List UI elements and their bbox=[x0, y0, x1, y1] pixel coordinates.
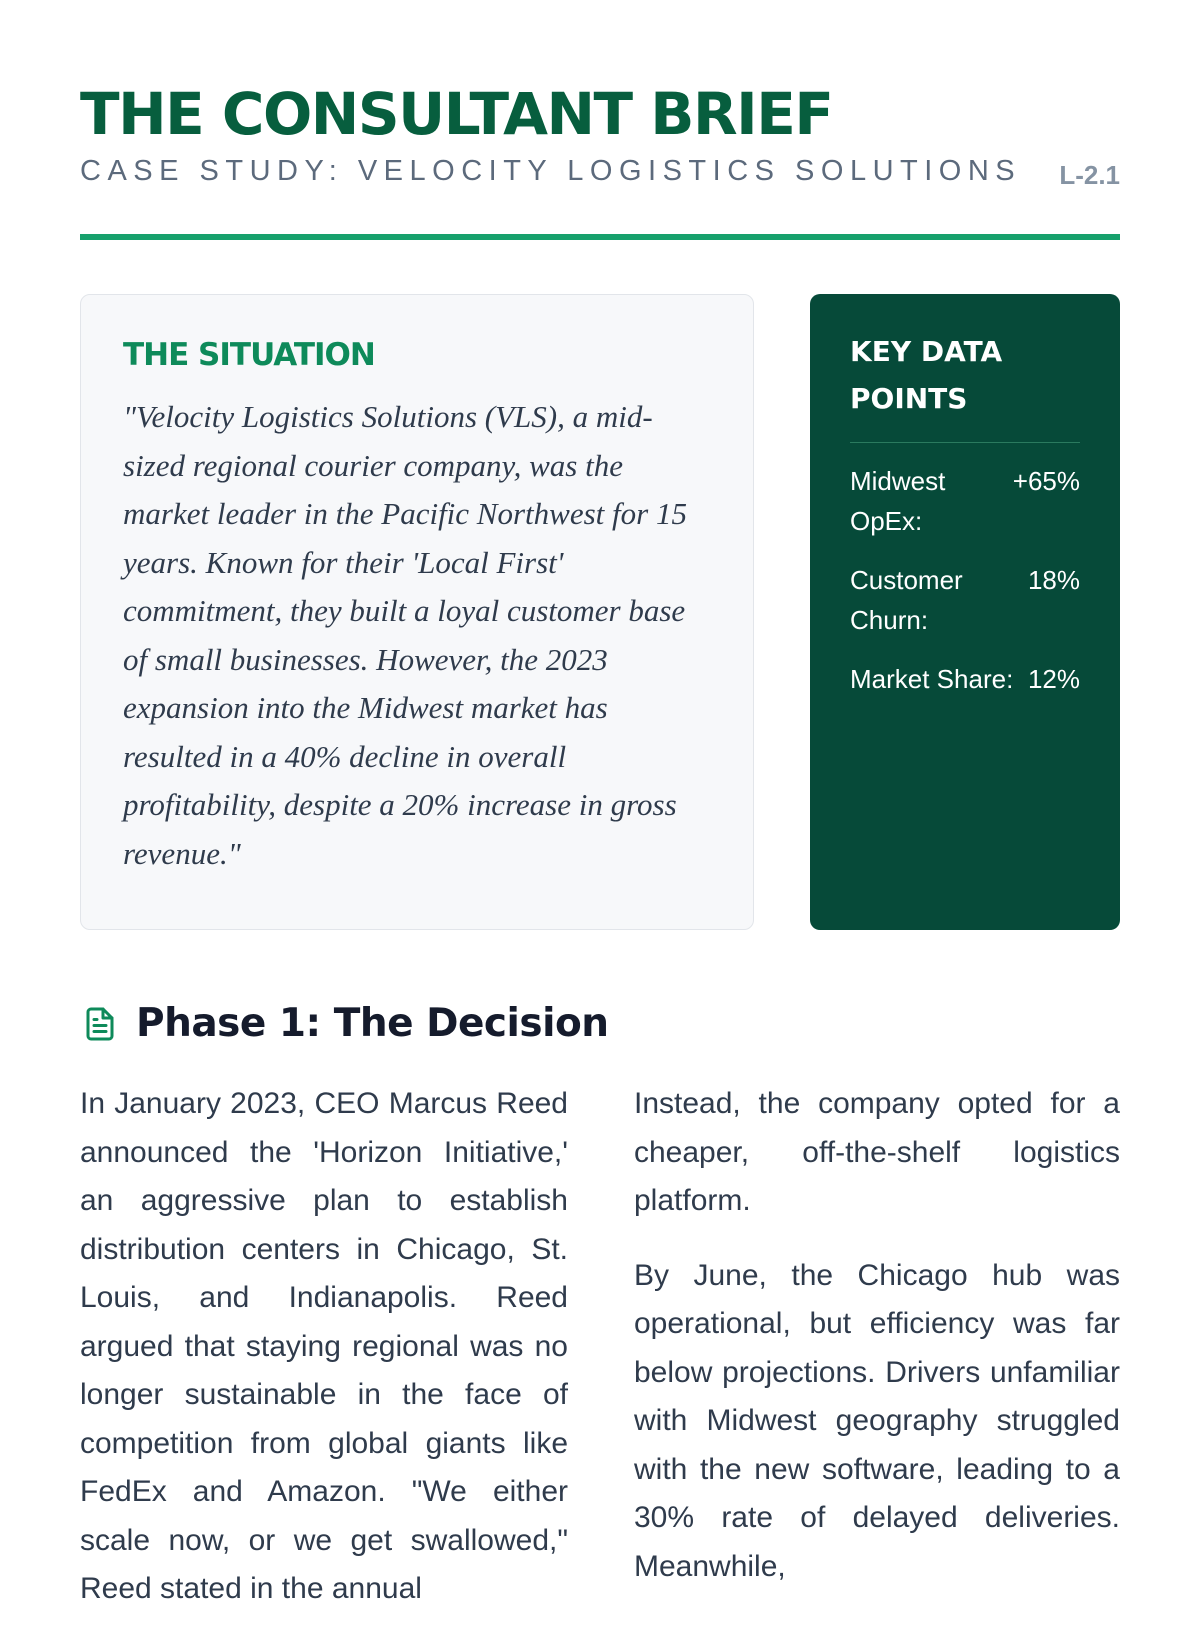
key-data-value: 18% bbox=[1027, 565, 1080, 595]
body-paragraph: By June, the Chicago hub was operational, but efficiency was far below projections. Drivers unfamiliar with Midwest geography struggled with the new software, leading to a 30% rate of delayed deliveries. Meanwhile, bbox=[634, 1258, 1120, 1583]
key-data-row bbox=[850, 560, 1080, 640]
document-icon bbox=[82, 1004, 118, 1044]
key-data-value: 12% bbox=[1027, 664, 1080, 694]
phase-1-header bbox=[80, 1000, 609, 1048]
header-divider bbox=[80, 234, 1120, 240]
key-data-row bbox=[850, 461, 1080, 541]
page-title: THE CONSULTANT BRIEF bbox=[80, 80, 833, 148]
phase-1-left-column bbox=[80, 1080, 568, 1640]
key-data-heading: KEY DATA POINTS bbox=[850, 335, 1003, 415]
key-data-value: +65% bbox=[1012, 466, 1080, 496]
key-data-row bbox=[850, 659, 1080, 699]
key-data-divider bbox=[850, 442, 1080, 443]
key-data-label: Market Share: bbox=[850, 664, 1014, 694]
phase-1-heading: Phase 1: The Decision bbox=[136, 1001, 609, 1046]
key-data-label: Customer Churn: bbox=[850, 565, 963, 635]
phase-1-right-column bbox=[634, 1080, 1120, 1617]
situation-card bbox=[80, 294, 754, 930]
key-data-panel bbox=[810, 294, 1120, 930]
situation-quote: "Velocity Logistics Solutions (VLS), a mid-sized regional courier company, was the market leader in the Pacific Northwest for 15 years. Known for their 'Local First' commitment, they built a loyal customer base of small businesses. However, the 2023 expansion into the Midwest market has resulted in a 40% decline in overall profitability, despite a 20% increase in gross revenue." bbox=[123, 399, 687, 871]
body-paragraph: Instead, the company opted for a cheaper, off-the-shelf logistics platform. bbox=[634, 1087, 1120, 1217]
case-study-subtitle: CASE STUDY: VELOCITY LOGISTICS SOLUTIONS bbox=[80, 155, 1022, 187]
situation-heading: THE SITUATION bbox=[123, 337, 375, 373]
body-paragraph: In January 2023, CEO Marcus Reed announced the 'Horizon Initiative,' an aggressive plan to establish distribution centers in Chicago, St. Louis, and Indianapolis. Reed argued that staying regional was no longer sustainable in the face of competition from global giants like FedEx and Amazon. "We either scale now, or we get swallowed," Reed stated in the annual bbox=[80, 1087, 568, 1605]
key-data-label: Midwest OpEx: bbox=[850, 466, 946, 536]
document-code: L-2.1 bbox=[1059, 160, 1120, 190]
